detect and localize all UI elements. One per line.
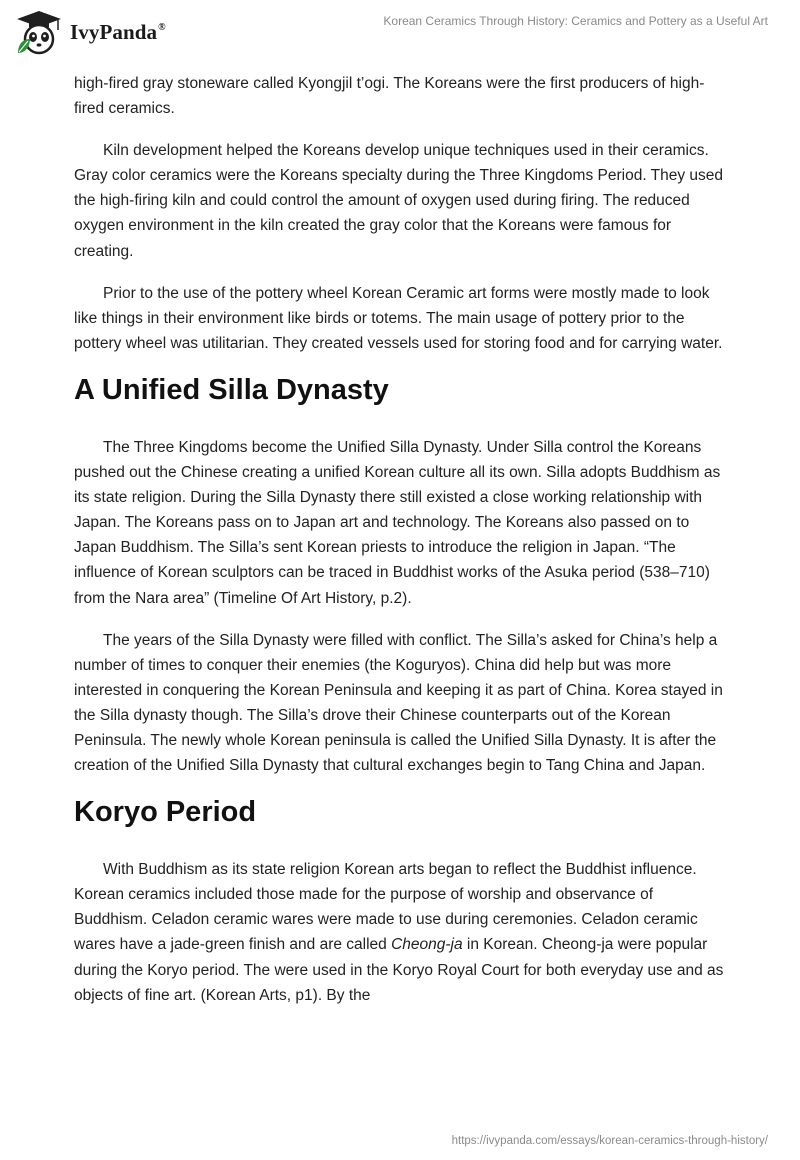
- paragraph-continued: high-fired gray stoneware called Kyongjil t’ogi. The Koreans were the first producers of high-fired ceramics.: [74, 75, 705, 118]
- ivypanda-logo[interactable]: [14, 8, 166, 56]
- page-header: [0, 0, 800, 64]
- article-body: [74, 71, 726, 1025]
- document-title: Korean Ceramics Through History: Ceramics and Pottery as a Useful Art: [383, 14, 768, 28]
- heading-koryo-period: Koryo Period: [74, 796, 257, 829]
- heading-unified-silla-dynasty: A Unified Silla Dynasty: [74, 373, 389, 406]
- logo-text: IvyPanda®: [70, 19, 166, 44]
- paragraph-pottery-wheel: Prior to the use of the pottery wheel Korean Ceramic art forms were mostly made to look like things in their environment like birds or totems. The main usage of pottery prior to the pottery wheel was utilitarian. They created vessels used for storing food and for carrying water.: [74, 284, 723, 352]
- paragraph-koryo-celadon: With Buddhism as its state religion Korean arts began to reflect the Buddhist influence. Korean ceramics included those made for the purpose of worship and observance of Buddhism. Celadon ceramic wares were made to use during ceremonies. Celadon ceramic wares have a jade-green finish and are called Cheong-ja in Korean. Cheong-ja were popular during the Koryo period. The were used in the Koryo Royal Court for both everyday use and as objects of fine art. (Korean Arts, p1). By the: [74, 861, 724, 1004]
- panda-graduate-icon: [14, 9, 64, 55]
- paragraph-kiln-development: Kiln development helped the Koreans develop unique techniques used in their ceramics. Gray color ceramics were the Koreans specialty during the Three Kingdoms Period. They used the high-firing kiln and could control the amount of oxygen used during firing. The reduced oxygen environment in the kiln created the gray color that the Koreans were famous for creating.: [74, 142, 724, 260]
- source-url[interactable]: https://ivypanda.com/essays/korean-ceramics-through-history/: [451, 1135, 768, 1147]
- paragraph-silla-conflict: The years of the Silla Dynasty were filled with conflict. The Silla’s asked for China’s help a number of times to conquer their enemies (the Koguryos). China did help but was more interested in conquering the Korean Peninsula and keeping it as part of China. Korea stayed in the Silla dynasty though. The Silla’s drove their Chinese counterparts out of the Korean Peninsula. The newly whole Korean peninsula is called the Unified Silla Dynasty. It is after the creation of the Unified Silla Dynasty that cultural exchanges begin to Tang China and Japan.: [74, 631, 723, 775]
- paragraph-silla-buddhism: The Three Kingdoms become the Unified Silla Dynasty. Under Silla control the Koreans pushed out the Chinese creating a unified Korean culture all its own. Silla adopts Buddhism as its state religion. During the Silla Dynasty there still existed a close working relationship with Japan. The Koreans pass on to Japan art and technology. The Koreans also passed on to Japan Buddhism. The Silla’s sent Korean priests to introduce the religion in Japan. “The influence of Korean sculptors can be traced in Buddhist works of the Asuka period (538–710) from the Nara area” (Timeline Of Art History, p.2).: [74, 438, 721, 607]
- emphasis-cheong-ja: Cheong-ja: [391, 936, 463, 954]
